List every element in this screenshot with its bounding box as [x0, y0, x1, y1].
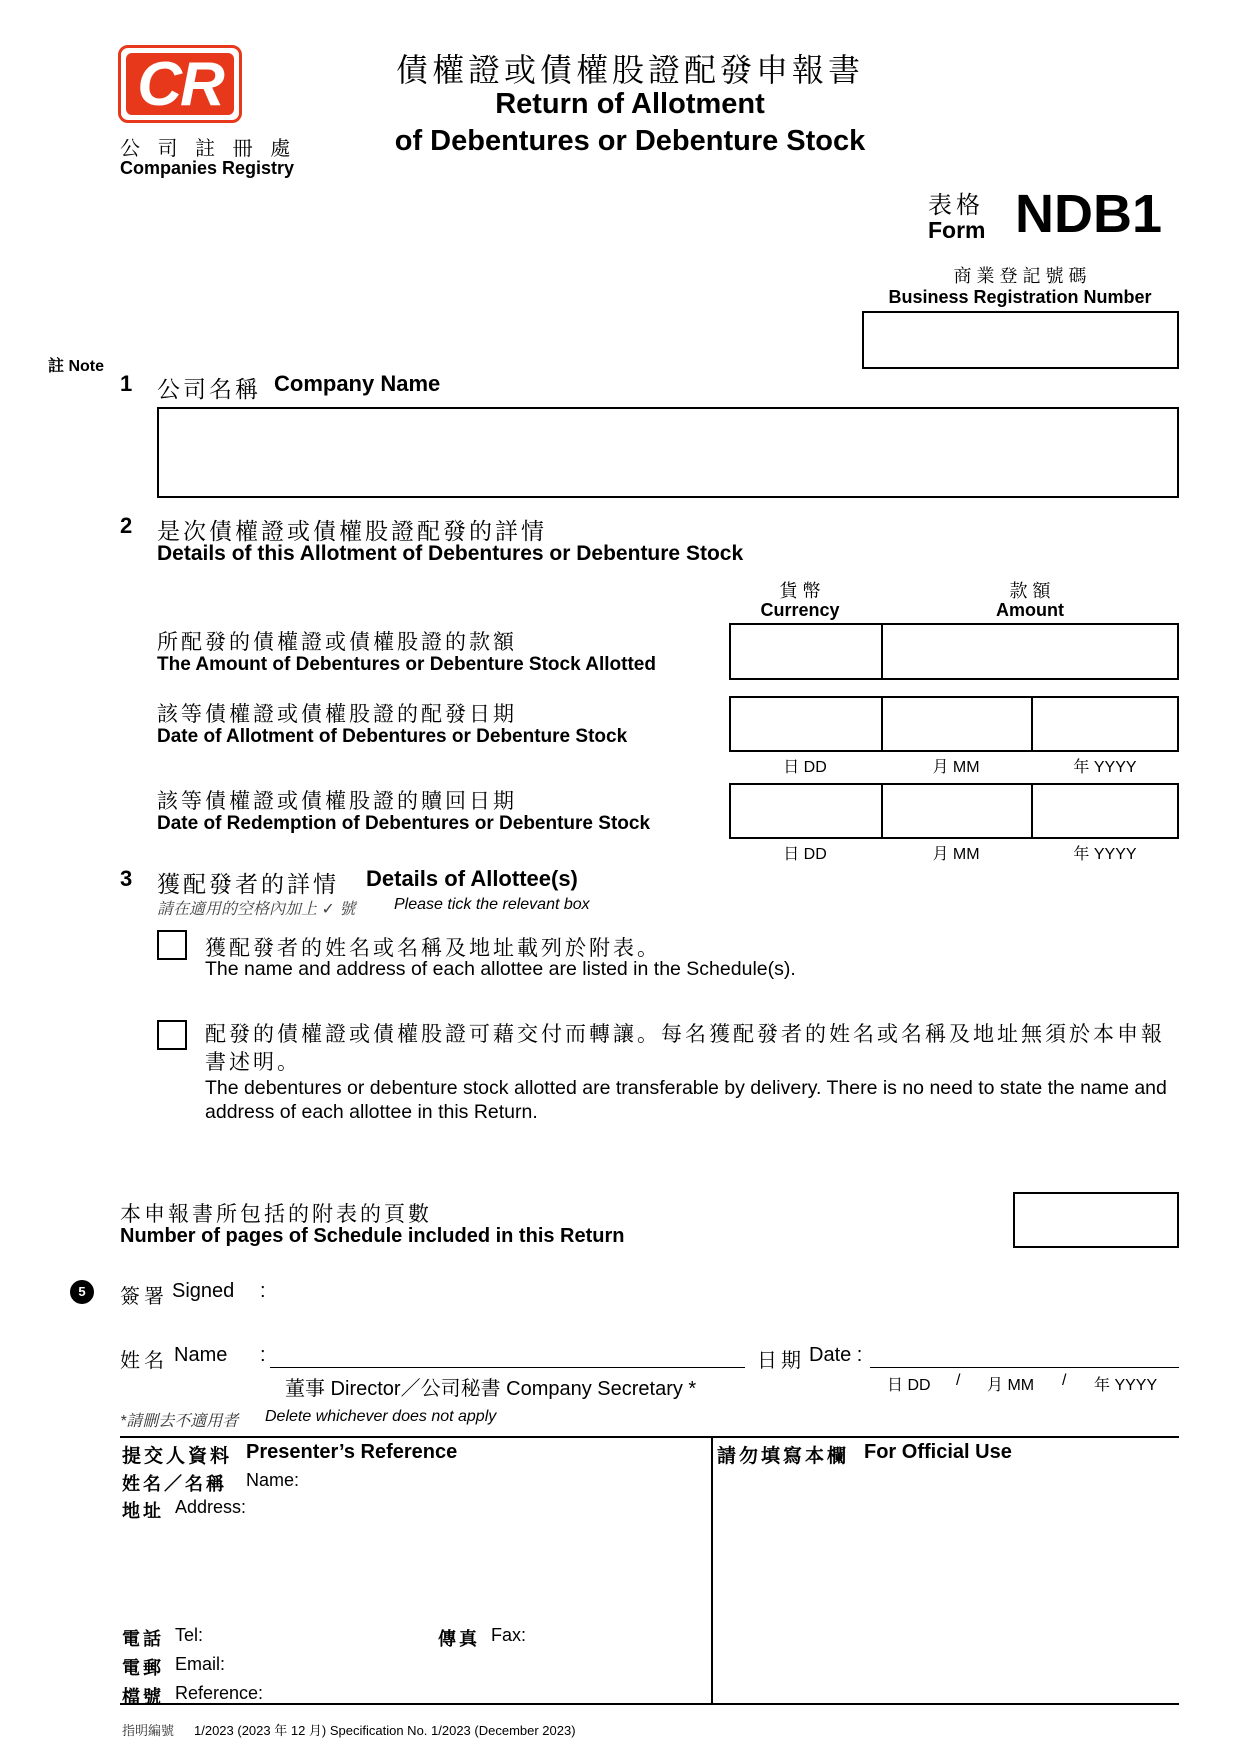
registry-zh: 公 司 註 冊 處: [120, 138, 297, 160]
name-signature-line[interactable]: [270, 1367, 745, 1368]
amount-header-en: Amount: [996, 600, 1064, 620]
footer-spec-zh: 指明編號: [122, 1723, 175, 1738]
presenter-email-en: Email:: [175, 1654, 226, 1674]
currency-header-zh: 貨 幣: [779, 581, 821, 601]
section-1-number: 1: [120, 371, 133, 396]
signed-label-zh: 簽署: [120, 1286, 168, 1308]
section-2-title-en: Details of this Allotment of Debentures or Debenture Stock: [157, 542, 744, 565]
sign-slash-2: /: [1062, 1372, 1067, 1389]
form-en: Form: [928, 217, 986, 243]
signed-colon: :: [260, 1280, 266, 1302]
allotment-month-input[interactable]: [883, 698, 1033, 750]
tick-hint-zh: 請在適用的空格內加上 ✓ 號: [157, 901, 356, 918]
section-2-number: 2: [120, 513, 133, 538]
brn-input[interactable]: [862, 311, 1179, 369]
transferable-en: The debentures or debenture stock allotted are transferable by delivery. There is no need to state the name and address of each allottee in this Return.: [205, 1077, 1167, 1123]
name-label-zh: 姓名: [120, 1350, 168, 1372]
schedule-pages-label-en: Number of pages of Schedule included in this Return: [120, 1225, 625, 1247]
amount-input[interactable]: [883, 625, 1177, 678]
title-en-1: Return of Allotment: [495, 88, 765, 120]
allotment-date-label-zh: 該等債權證或債權股證的配發日期: [157, 703, 517, 726]
schedule-listed-zh: 獲配發者的姓名或名稱及地址載列於附表。: [205, 937, 661, 960]
redemption-mm-label: 月 MM: [932, 846, 980, 863]
schedule-pages-label-zh: 本申報書所包括的附表的頁數: [120, 1203, 432, 1226]
presenter-fax-en: Fax:: [491, 1625, 527, 1645]
presenter-reference-zh: 檔號: [122, 1687, 164, 1707]
allotment-mm-label: 月 MM: [932, 759, 980, 776]
cr-logo: [118, 45, 242, 123]
section-3-number: 3: [120, 866, 133, 891]
schedule-listed-checkbox[interactable]: [157, 930, 187, 960]
form-code: NDB1: [1015, 184, 1163, 244]
amount-allotted-label-zh: 所配發的債權證或債權股證的款額: [157, 631, 517, 654]
presenter-divider: [711, 1436, 713, 1703]
amount-header-zh: 款 額: [1009, 581, 1051, 601]
amount-allotted-label-en: The Amount of Debentures or Debenture Stock Allotted: [157, 654, 656, 675]
presenter-bottom-rule: [120, 1703, 1179, 1705]
sign-slash-1: /: [956, 1372, 961, 1389]
note-5-number: 5: [78, 1284, 86, 1299]
title-en-2: of Debentures or Debenture Stock: [394, 125, 866, 157]
date-label-zh: 日期: [757, 1350, 805, 1372]
name-colon: :: [260, 1344, 266, 1366]
redemption-month-input[interactable]: [883, 785, 1033, 837]
transferable-checkbox[interactable]: [157, 1020, 187, 1050]
delete-note-en: Delete whichever does not apply: [265, 1408, 497, 1425]
date-line[interactable]: [870, 1367, 1179, 1368]
title-zh: 債權證或債權股證配發申報書: [395, 52, 864, 88]
redemption-year-input[interactable]: [1033, 785, 1177, 837]
presenter-email-zh: 電郵: [122, 1658, 164, 1678]
presenter-address-en: Address:: [175, 1497, 247, 1517]
allotment-dd-label: 日 DD: [783, 759, 827, 776]
redemption-date-label-en: Date of Redemption of Debentures or Debenture Stock: [157, 813, 651, 834]
presenter-top-rule: [120, 1436, 1179, 1438]
logo-text: CR: [137, 50, 223, 119]
allotment-yyyy-label: 年 YYYY: [1073, 759, 1137, 776]
schedule-listed-en: The name and address of each allottee are listed in the Schedule(s).: [205, 958, 796, 980]
presenter-fax-zh: 傳真: [438, 1629, 480, 1649]
redemption-dd-label: 日 DD: [783, 846, 827, 863]
allotment-day-input[interactable]: [731, 698, 883, 750]
sign-mm-label: 月 MM: [987, 1377, 1035, 1394]
official-use-en: For Official Use: [864, 1441, 1012, 1463]
tick-hint-en: Please tick the relevant box: [394, 896, 590, 913]
currency-header-en: Currency: [760, 600, 840, 620]
redemption-day-input[interactable]: [731, 785, 883, 837]
section-3-title-en: Details of Allottee(s): [366, 866, 578, 891]
presenter-title-zh: 提交人資料: [122, 1446, 233, 1467]
sign-yyyy-label: 年 YYYY: [1094, 1377, 1158, 1394]
allotment-year-input[interactable]: [1033, 698, 1177, 750]
name-label-en: Name: [174, 1344, 228, 1366]
date-label-en: Date :: [809, 1344, 863, 1366]
presenter-tel-zh: 電話: [122, 1629, 164, 1649]
presenter-reference-en: Reference:: [175, 1683, 264, 1703]
presenter-tel-en: Tel:: [175, 1625, 204, 1645]
company-name-input[interactable]: [157, 407, 1179, 498]
currency-input[interactable]: [731, 625, 883, 678]
note-label: 註 Note: [48, 358, 105, 375]
registry-en: Companies Registry: [120, 158, 295, 178]
section-2-title-zh: 是次債權證或債權股證配發的詳情: [157, 518, 547, 544]
brn-zh: 商 業 登 記 號 碼: [953, 266, 1087, 286]
company-name-label-zh: 公司名稱: [157, 376, 261, 402]
presenter-address-zh: 地址: [122, 1501, 164, 1521]
presenter-name-en: Name:: [246, 1470, 300, 1490]
allotment-date-fields: [729, 696, 1179, 752]
delete-note-zh: *請刪去不適用者: [120, 1413, 239, 1430]
redemption-yyyy-label: 年 YYYY: [1073, 846, 1137, 863]
note-5-badge: [70, 1280, 94, 1304]
sign-dd-label: 日 DD: [887, 1377, 931, 1394]
amount-allotted-fields: [729, 623, 1179, 680]
transferable-zh: 配發的債權證或債權股證可藉交付而轉讓。每名獲配發者的姓名或名稱及地址無須於本申報書述明。: [205, 1023, 1165, 1074]
presenter-title-en: Presenter’s Reference: [246, 1441, 458, 1463]
section-3-title-zh: 獲配發者的詳情: [157, 871, 339, 897]
schedule-pages-input[interactable]: [1013, 1192, 1179, 1248]
allotment-date-label-en: Date of Allotment of Debentures or Debenture Stock: [157, 726, 628, 747]
form-zh: 表格: [928, 192, 984, 219]
footer-spec: 1/2023 (2023 年 12 月) Specification No. 1/2023 (December 2023): [194, 1723, 576, 1738]
signatory-role: 董事 Director／公司秘書 Company Secretary *: [285, 1378, 697, 1400]
presenter-name-zh: 姓名／名稱: [122, 1474, 227, 1494]
company-name-label-en: Company Name: [274, 371, 441, 396]
redemption-date-fields: [729, 783, 1179, 839]
signed-label-en: Signed: [172, 1280, 235, 1302]
redemption-date-label-zh: 該等債權證或債權股證的贖回日期: [157, 790, 517, 813]
brn-en: Business Registration Number: [888, 287, 1152, 307]
official-use-zh: 請勿填寫本欄: [717, 1446, 850, 1467]
